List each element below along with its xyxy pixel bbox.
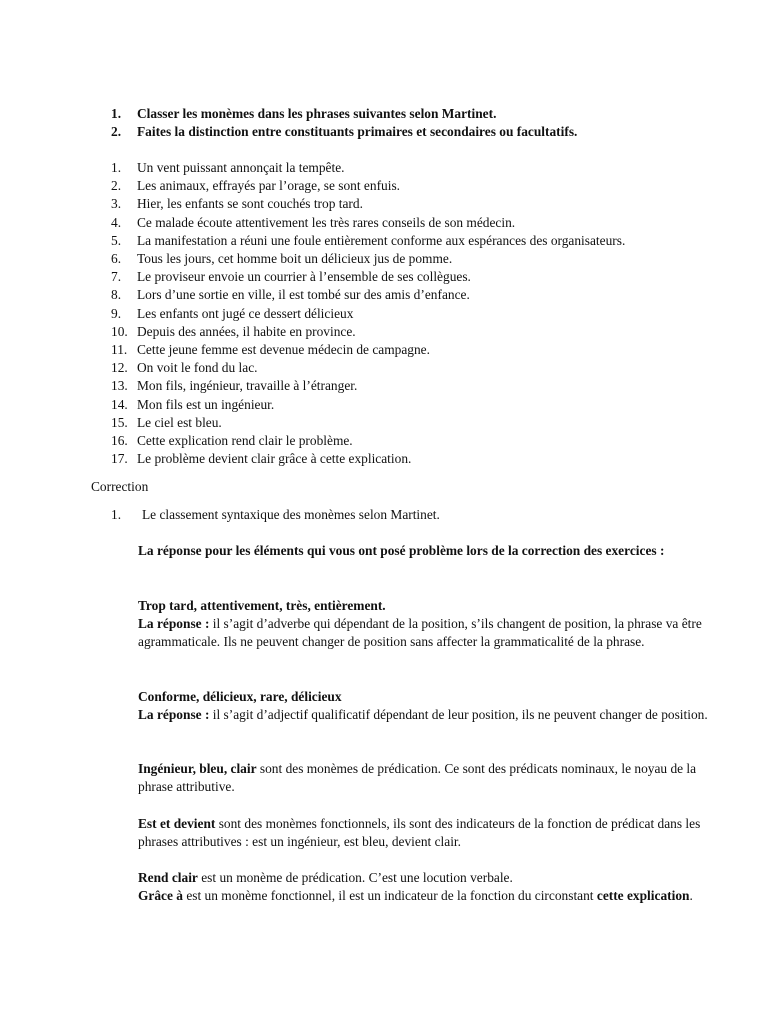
sentence-number: 15. [111, 414, 128, 430]
bold-term: Rend clair [138, 870, 198, 885]
correction-intro: La réponse pour les éléments qui vous ont posé problème lors de la correction des exercices : [138, 543, 665, 558]
sentence-text: Mon fils est un ingénieur. [137, 396, 275, 412]
instruction-item [111, 123, 751, 141]
sentence-text: Depuis des années, il habite en province. [137, 323, 356, 339]
sentence-item [111, 195, 751, 213]
instruction-number: 2. [111, 124, 122, 140]
sentence-item [111, 323, 751, 341]
bold-term: Ingénieur, bleu, clair [138, 761, 257, 776]
block-title: Trop tard, attentivement, très, entièrement. [138, 598, 386, 613]
sentence-number: 8. [111, 287, 122, 303]
block-text: sont des monèmes fonctionnels, ils sont des indicateurs de la fonction de prédicat dans les phrases attributives : est un ingénieur, est bleu, devient clair. [138, 816, 701, 850]
sentence-item [111, 432, 751, 450]
sentence-text: Tous les jours, cet homme boit un délicieux jus de pomme. [137, 251, 453, 267]
sentence-text: Mon fils, ingénieur, travaille à l’étranger. [137, 378, 358, 394]
sentence-number: 4. [111, 214, 122, 230]
sentence-number: 7. [111, 269, 122, 285]
sentence-item [111, 177, 751, 195]
answer-text: il s’agit d’adverbe qui dépendant de la position, s’ils changent de position, la phrase va être agrammaticale. Ils ne peuvent changer de position sans affecter la grammaticalité de la phrase. [138, 616, 702, 650]
sentence-text: Lors d’une sortie en ville, il est tombé sur des amis d’enfance. [137, 287, 470, 303]
sentence-item [111, 305, 751, 323]
correction-block-functional [138, 815, 718, 851]
answer-label: La réponse : [138, 616, 210, 632]
correction-item-text: Le classement syntaxique des monèmes selon Martinet. [142, 507, 440, 522]
sentence-number: 14. [111, 396, 128, 412]
block-text: sont des monèmes de prédication. Ce sont des prédicats nominaux, le noyau de la phrase attributive. [138, 761, 697, 795]
sentence-text: Le proviseur envoie un courrier à l’ensemble de ses collègues. [137, 269, 471, 285]
sentence-text: Un vent puissant annonçait la tempête. [137, 160, 345, 175]
sentence-item [111, 286, 751, 304]
block-title: Conforme, délicieux, rare, délicieux [138, 689, 342, 704]
sentence-number: 5. [111, 232, 122, 248]
sentence-number: 17. [111, 451, 128, 467]
answer-text: il s’agit d’adjectif qualificatif dépendant de leur position, ils ne peuvent changer de position. [209, 707, 708, 723]
sentence-number: 11. [111, 342, 128, 358]
sentence-text: La manifestation a réuni une foule entièrement conforme aux espérances des organisateurs. [137, 232, 626, 248]
instruction-text: Faites la distinction entre constituants primaires et secondaires ou facultatifs. [137, 124, 578, 140]
block-text: est un monème fonctionnel, il est un indicateur de la fonction du circonstant [182, 888, 597, 904]
instruction-text: Classer les monèmes dans les phrases suivantes selon Martinet. [137, 106, 497, 121]
sentence-number: 2. [111, 178, 122, 194]
sentence-text: Ce malade écoute attentivement les très rares conseils de son médecin. [137, 214, 516, 230]
correction-item-number: 1. [111, 507, 122, 522]
sentence-text: Hier, les enfants se sont couchés trop tard. [137, 196, 363, 212]
sentence-item [111, 396, 751, 414]
answer-label: La réponse : [138, 707, 210, 723]
sentence-item [111, 414, 751, 432]
sentence-number: 1. [111, 160, 122, 175]
correction-item [111, 506, 440, 524]
sentence-number: 13. [111, 378, 128, 394]
instruction-number: 1. [111, 106, 122, 121]
sentence-text: Le problème devient clair grâce à cette explication. [137, 451, 412, 467]
correction-heading: Correction [91, 479, 149, 494]
sentence-text: Les animaux, effrayés par l’orage, se sont enfuis. [137, 178, 401, 194]
sentence-item [111, 232, 751, 250]
sentence-text: Cette jeune femme est devenue médecin de campagne. [137, 342, 430, 358]
sentence-text: Cette explication rend clair le problème. [137, 433, 353, 449]
instruction-list [111, 105, 751, 141]
sentence-item [111, 159, 751, 177]
correction-block-adjectives [138, 688, 718, 724]
sentence-item [111, 214, 751, 232]
sentence-item [111, 377, 751, 395]
correction-block-locution [138, 869, 718, 905]
block-text: . [689, 888, 693, 904]
correction-block-predication [138, 760, 718, 796]
bold-term: Grâce à [138, 888, 183, 904]
sentence-number: 9. [111, 305, 122, 321]
sentence-list [111, 159, 751, 468]
block-text: est un monème de prédication. C’est une locution verbale. [197, 870, 513, 885]
sentence-text: Le ciel est bleu. [137, 414, 222, 430]
sentence-item [111, 359, 751, 377]
sentence-item [111, 341, 751, 359]
sentence-text: Les enfants ont jugé ce dessert délicieux [137, 305, 354, 321]
sentence-number: 3. [111, 196, 122, 212]
sentence-number: 6. [111, 251, 122, 267]
instruction-item [111, 105, 751, 123]
sentence-text: On voit le fond du lac. [137, 360, 258, 376]
sentence-number: 10. [111, 323, 128, 339]
sentence-item [111, 268, 751, 286]
sentence-item [111, 450, 751, 468]
correction-block-adverbs [138, 597, 718, 652]
sentence-item [111, 250, 751, 268]
bold-term: Est et devient [138, 816, 216, 831]
sentence-number: 16. [111, 433, 128, 449]
sentence-number: 12. [111, 360, 128, 376]
bold-term: cette explication [596, 888, 690, 904]
